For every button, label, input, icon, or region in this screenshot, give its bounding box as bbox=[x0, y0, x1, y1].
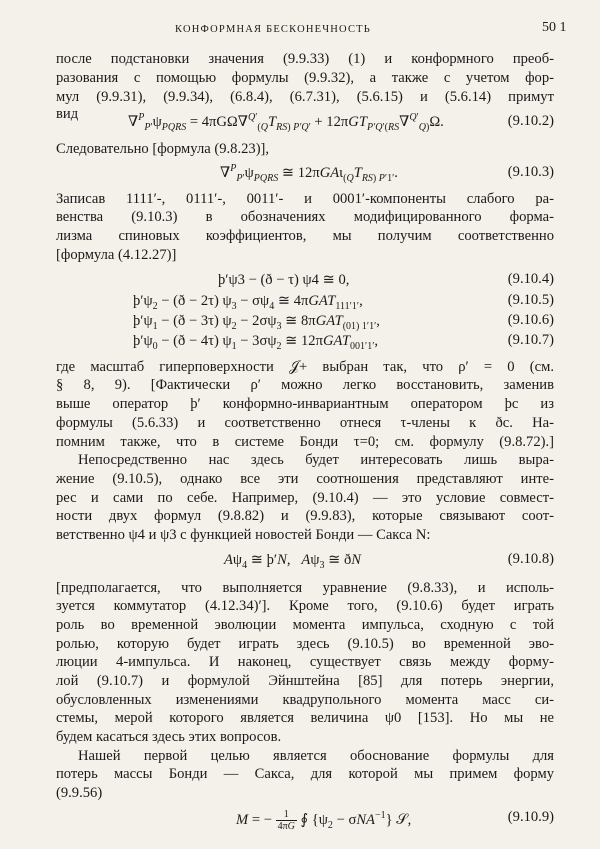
equation-9-10-2: $\nabla^P_{P'}\psi_{PQRS} = 4\pi G\Omega\nabla^{Q'}_{(Q}T_{RS) P'Q'} + 12\pi GT_{P'Q'(RS}\nabla^{Q'}_{Q)}\Omega$. bbox=[128, 112, 444, 134]
text-line: роль во временной эволюции момента импульса, сходную с той bbox=[56, 616, 554, 633]
equation-label: (9.10.6) bbox=[507, 311, 554, 328]
equation-9-10-6: $þ'\psi_1$ − (ð − 3τ) $\psi_2 - 2\sigma\psi_3$ ≅ 8πGAT$_{(01) 1'1'}$, bbox=[133, 312, 380, 332]
text-line: лизма спиновых коэффициентов, мы получим соответственно bbox=[56, 228, 554, 245]
equation-label: (9.10.8) bbox=[507, 551, 554, 568]
equation-9-10-7: $þ'\psi_0$ − (ð − 4τ) $\psi_1 - 3\sigma\psi_2$ ≅ 12πGAT$_{001'1'}$, bbox=[133, 333, 379, 353]
text-line: вид bbox=[56, 105, 79, 122]
equation-label: (9.10.5) bbox=[507, 291, 554, 308]
equation-label: (9.10.4) bbox=[507, 271, 554, 288]
equation-label: (9.10.2) bbox=[507, 113, 554, 130]
text-line: лой (9.10.7) и формулой Эйнштейна [85] для потерь энергии, bbox=[56, 672, 554, 689]
text-line: Записав 1111′-, 0111′-, 0011′- и 0001′-компоненты слабого ра- bbox=[56, 190, 554, 207]
text-line: венства (9.10.3) в обозначениях модифицированного форма- bbox=[56, 209, 554, 226]
running-title: КОНФОРМНАЯ БЕСКОНЕЧНОСТЬ bbox=[175, 24, 372, 35]
text-line: обусловленных изменениями квадрупольного момента масс си- bbox=[56, 691, 554, 708]
equation-label: (9.10.3) bbox=[507, 164, 554, 181]
equation-9-10-8: $A\psi_4$ ≅ þ′N, $A\psi_3$ ≅ ðN bbox=[224, 552, 362, 572]
text-line: рес и сами по себе. Например, (9.10.4) — это условие совмест- bbox=[56, 489, 554, 506]
text-line: ветственно ψ4 и ψ3 с функцией новостей Бонди — Сакса N: bbox=[56, 526, 431, 543]
page-number: 50 1 bbox=[542, 20, 567, 35]
text-line: Нашей первой целью является обоснование формулы для bbox=[78, 747, 554, 764]
text-line: § 8, 9). [Фактически ρ′ можно легко восстановить, заменив bbox=[56, 377, 554, 394]
equation-9-10-3: $\nabla^P_{P'}\psi_{PQRS}$ ≅ $12\pi GA\iota_{(Q}T_{RS) P'1'}$. bbox=[220, 163, 398, 185]
text-line: люции 4-импульса. И наконец, существует связь между форму- bbox=[56, 654, 554, 671]
text-line: будем касаться здесь этих вопросов. bbox=[56, 728, 282, 745]
text-line: Непосредственно нас здесь будет интересовать лишь выра- bbox=[78, 452, 554, 469]
text-line: формулы (5.6.33) и соответственно отнеся τ-члены к ðc. На- bbox=[56, 414, 554, 431]
text-line: (9.9.56) bbox=[56, 784, 103, 801]
equation-label: (9.10.9) bbox=[507, 809, 554, 826]
text-line: зуется коммутатор (4.12.34)′]. Кроме того, (9.10.6) будет играть bbox=[56, 598, 554, 615]
text-line: ролью, которую будет играть здесь (9.10.5) во временной эво- bbox=[56, 635, 554, 652]
text-line: где масштаб гиперповерхности 𝒥+ выбран так, что ρ′ = 0 (см. bbox=[56, 358, 554, 375]
text-line: Следовательно [формула (9.8.23)], bbox=[56, 141, 270, 158]
text-line: [предполагается, что выполняется уравнение (9.8.33), и исполь- bbox=[56, 579, 554, 596]
equation-9-10-9: M = − $\frac{1}{4\pi G}$ ∮ $\{\psi_2 - \sigma NA^{-1}\}$ 𝒮, bbox=[236, 809, 412, 833]
equation-9-10-4: þ′ψ3 − (ð − τ) ψ4 ≅ 0, bbox=[218, 272, 350, 289]
text-line: разования с помощью формулы (9.9.32), а также с учетом фор- bbox=[56, 70, 554, 87]
text-line: выше оператор þ′ конформно-инвариантным оператором þc из bbox=[56, 396, 554, 413]
text-line: стемы, мерой которого является величина ψ0 [153]. Но мы не bbox=[56, 710, 554, 727]
equation-9-10-5: $þ'\psi_2$ − (ð − 2τ) $\psi_3 - \sigma\psi_4$ ≅ 4πGAT$_{111'1'}$, bbox=[133, 292, 363, 312]
text-line: после подстановки значения (9.9.33) (1) и конформного преоб- bbox=[56, 51, 554, 68]
text-line: [формула (4.12.27)] bbox=[56, 246, 177, 263]
text-line: мул (9.9.31), (9.9.34), (6.8.4), (6.7.31), (5.6.15) и (5.6.14) примут bbox=[56, 88, 554, 105]
text-line: жение (9.10.5), однако все эти соотношения представляют инте- bbox=[56, 470, 554, 487]
text-line: ности двух формул (9.8.82) и (9.9.83), которые связывают соот- bbox=[56, 508, 554, 525]
equation-label: (9.10.7) bbox=[507, 332, 554, 349]
text-line: потерь массы Бонди — Сакса, для которой мы примем форму bbox=[56, 766, 554, 783]
text-line: помним также, что в системе Бонди τ=0; см. формулу (9.8.72).] bbox=[56, 433, 554, 450]
